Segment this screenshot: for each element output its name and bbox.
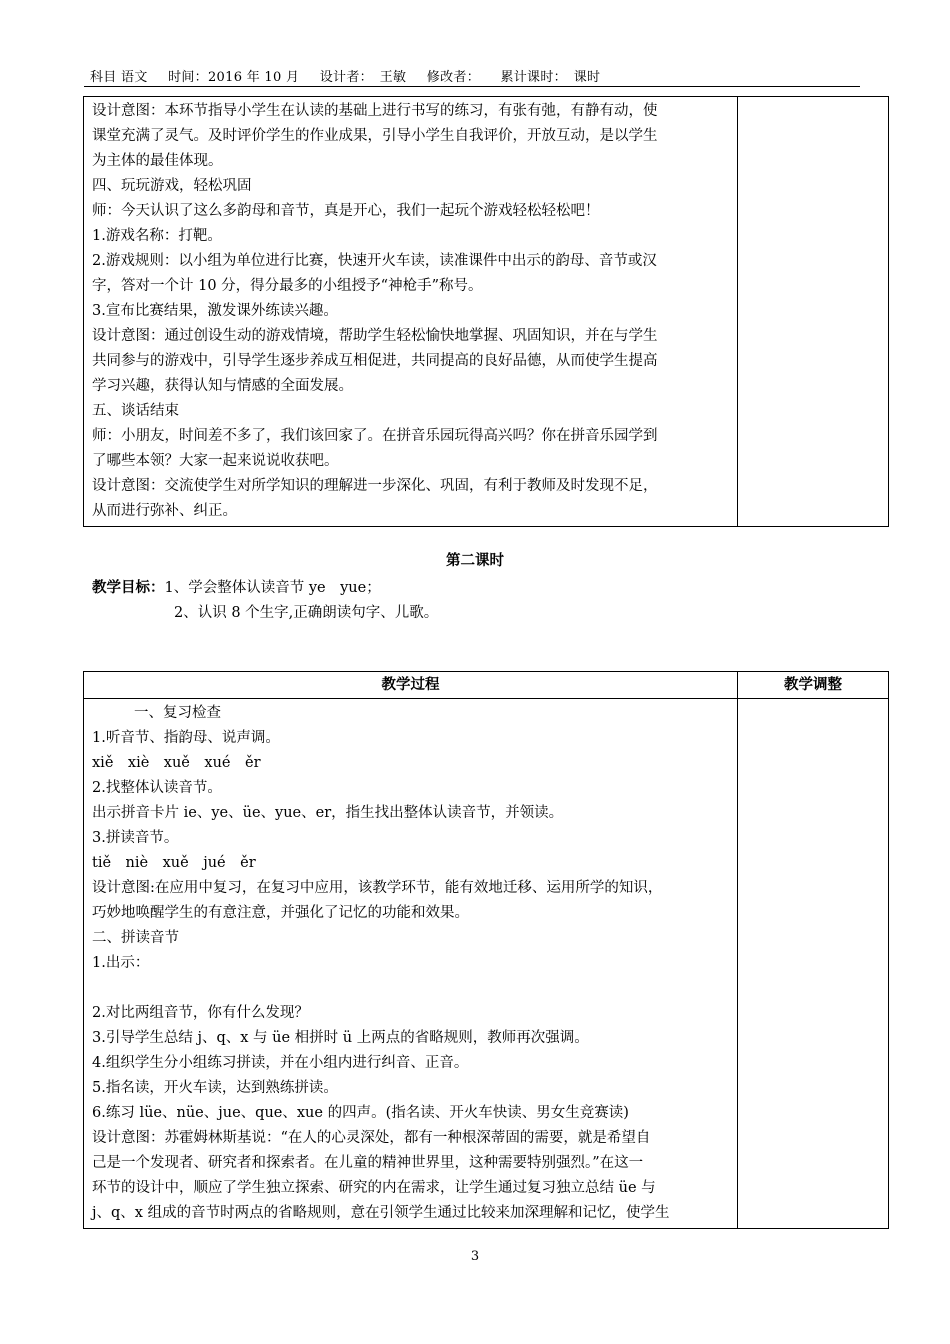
text-line: 1.游戏名称：打靶。 <box>92 228 222 244</box>
text-line: 为主体的最佳体现。 <box>92 153 223 169</box>
text-line: 设计意图：交流使学生对所学知识的理解进一步深化、巩固，有利于教师及时发现不足， <box>92 478 658 494</box>
header-designer: 设计者： 王敏 <box>319 70 407 85</box>
text-line: 2.游戏规则：以小组为单位进行比赛，快速开火车读，读准课件中出示的韵母、音节或汉 <box>92 253 657 269</box>
pinyin-line: tiě niè xuě jué ěr <box>92 855 256 871</box>
text-line: 环节的设计中，顺应了学生独立探索、研究的内在需求，让学生通过复习独立总结 üe 与 <box>92 1180 656 1196</box>
header-rule <box>84 86 860 87</box>
text-line: 课堂充满了灵气。及时评价学生的作业成果，引导小学生自我评价，开放互动，是以学生 <box>92 128 658 144</box>
text-line: 出示拼音卡片 ie、ye、üe、yue、er，指生找出整体认读音节，并领读。 <box>92 805 564 821</box>
text-line: 5.指名读，开火车读，达到熟练拼读。 <box>92 1080 338 1096</box>
process-cell <box>84 97 738 527</box>
text-line: 2.对比两组音节，你有什么发现？ <box>92 1005 309 1021</box>
lesson-table-continued <box>83 96 889 527</box>
page-number: 3 <box>470 1249 480 1264</box>
text-line: 学习兴趣，获得认知与情感的全面发展。 <box>92 378 353 394</box>
text-line: 6.练习 lüe、nüe、jue、que、xue 的四声。(指名读、开火车快读、男女生竞赛读) <box>92 1105 629 1121</box>
goal-1: 1、学会整体认读音节 ye yue； <box>164 580 381 596</box>
text-line: 从而进行弥补、纠正。 <box>92 503 237 519</box>
column-header-adjust: 教学调整 <box>738 672 889 699</box>
goal-2: 2、认识 8 个生字,正确朗读句字、儿歌。 <box>174 605 439 621</box>
text-line: 共同参与的游戏中，引导学生逐步养成互相促进，共同提高的良好品德，从而使学生提高 <box>92 353 658 369</box>
text-line: 3.拼读音节。 <box>92 830 179 846</box>
page-header <box>90 66 860 85</box>
text-line: 4.组织学生分小组练习拼读，并在小组内进行纠音、正音。 <box>92 1055 469 1071</box>
text-line: 师：今天认识了这么多韵母和音节，真是开心，我们一起玩个游戏轻松轻松吧！ <box>92 203 600 219</box>
header-hours: 累计课时： 课时 <box>500 70 601 85</box>
lesson-table <box>83 671 889 1229</box>
text-line: 师：小朋友，时间差不多了，我们该回家了。在拼音乐园玩得高兴吗？你在拼音乐园学到 <box>92 428 658 444</box>
text-line: 设计意图：苏霍姆林斯基说：“在人的心灵深处，都有一种根深蒂固的需要，就是希望自 <box>92 1130 651 1146</box>
text-line: 设计意图：通过创设生动的游戏情境，帮助学生轻松愉快地掌握、巩固知识，并在与学生 <box>92 328 658 344</box>
teaching-goals <box>92 575 438 626</box>
text-line: 3.宣布比赛结果，激发课外练读兴趣。 <box>92 303 338 319</box>
blank-line <box>92 976 729 1001</box>
header-modifier: 修改者： <box>426 70 480 85</box>
text-line: 2.找整体认读音节。 <box>92 780 222 796</box>
section-heading: 一、复习检查 <box>134 705 221 721</box>
text-line: 己是一个发现者、研究者和探索者。在儿童的精神世界里，这种需要特别强烈。”在这一 <box>92 1155 644 1171</box>
column-header-process: 教学过程 <box>84 672 738 699</box>
section-heading: 二、拼读音节 <box>92 930 179 946</box>
text-line: 3.引导学生总结 j、q、x 与 üe 相拼时 ü 上两点的省略规则，教师再次强调。 <box>92 1030 589 1046</box>
text-line: 1.听音节、指韵母、说声调。 <box>92 730 280 746</box>
adjust-cell <box>738 97 889 527</box>
text-line: 设计意图:在应用中复习，在复习中应用，该教学环节，能有效地迁移、运用所学的知识， <box>92 880 663 896</box>
goals-label: 教学目标： <box>92 579 165 596</box>
header-time: 时间：2016 年 10 月 <box>168 70 300 85</box>
process-cell <box>84 699 738 1229</box>
section-heading: 四、玩玩游戏，轻松巩固 <box>92 178 252 194</box>
text-line: 设计意图：本环节指导小学生在认读的基础上进行书写的练习，有张有弛，有静有动，使 <box>92 103 658 119</box>
text-line: j、q、x 组成的音节时两点的省略规则，意在引领学生通过比较来加深理解和记忆，使学生 <box>92 1205 670 1221</box>
text-line: 字，答对一个计 10 分，得分最多的小组授予“神枪手”称号。 <box>92 278 483 294</box>
section-title: 第二课时 <box>446 552 504 569</box>
header-subject: 科目 语文 <box>90 70 148 85</box>
text-line: 1.出示： <box>92 955 150 971</box>
text-line: 巧妙地唤醒学生的有意注意，并强化了记忆的功能和效果。 <box>92 905 469 921</box>
adjust-cell <box>738 699 889 1229</box>
section-heading: 五、谈话结束 <box>92 403 179 419</box>
text-line: 了哪些本领？大家一起来说说收获吧。 <box>92 453 339 469</box>
pinyin-line: xiě xiè xuě xué ěr <box>92 755 261 771</box>
